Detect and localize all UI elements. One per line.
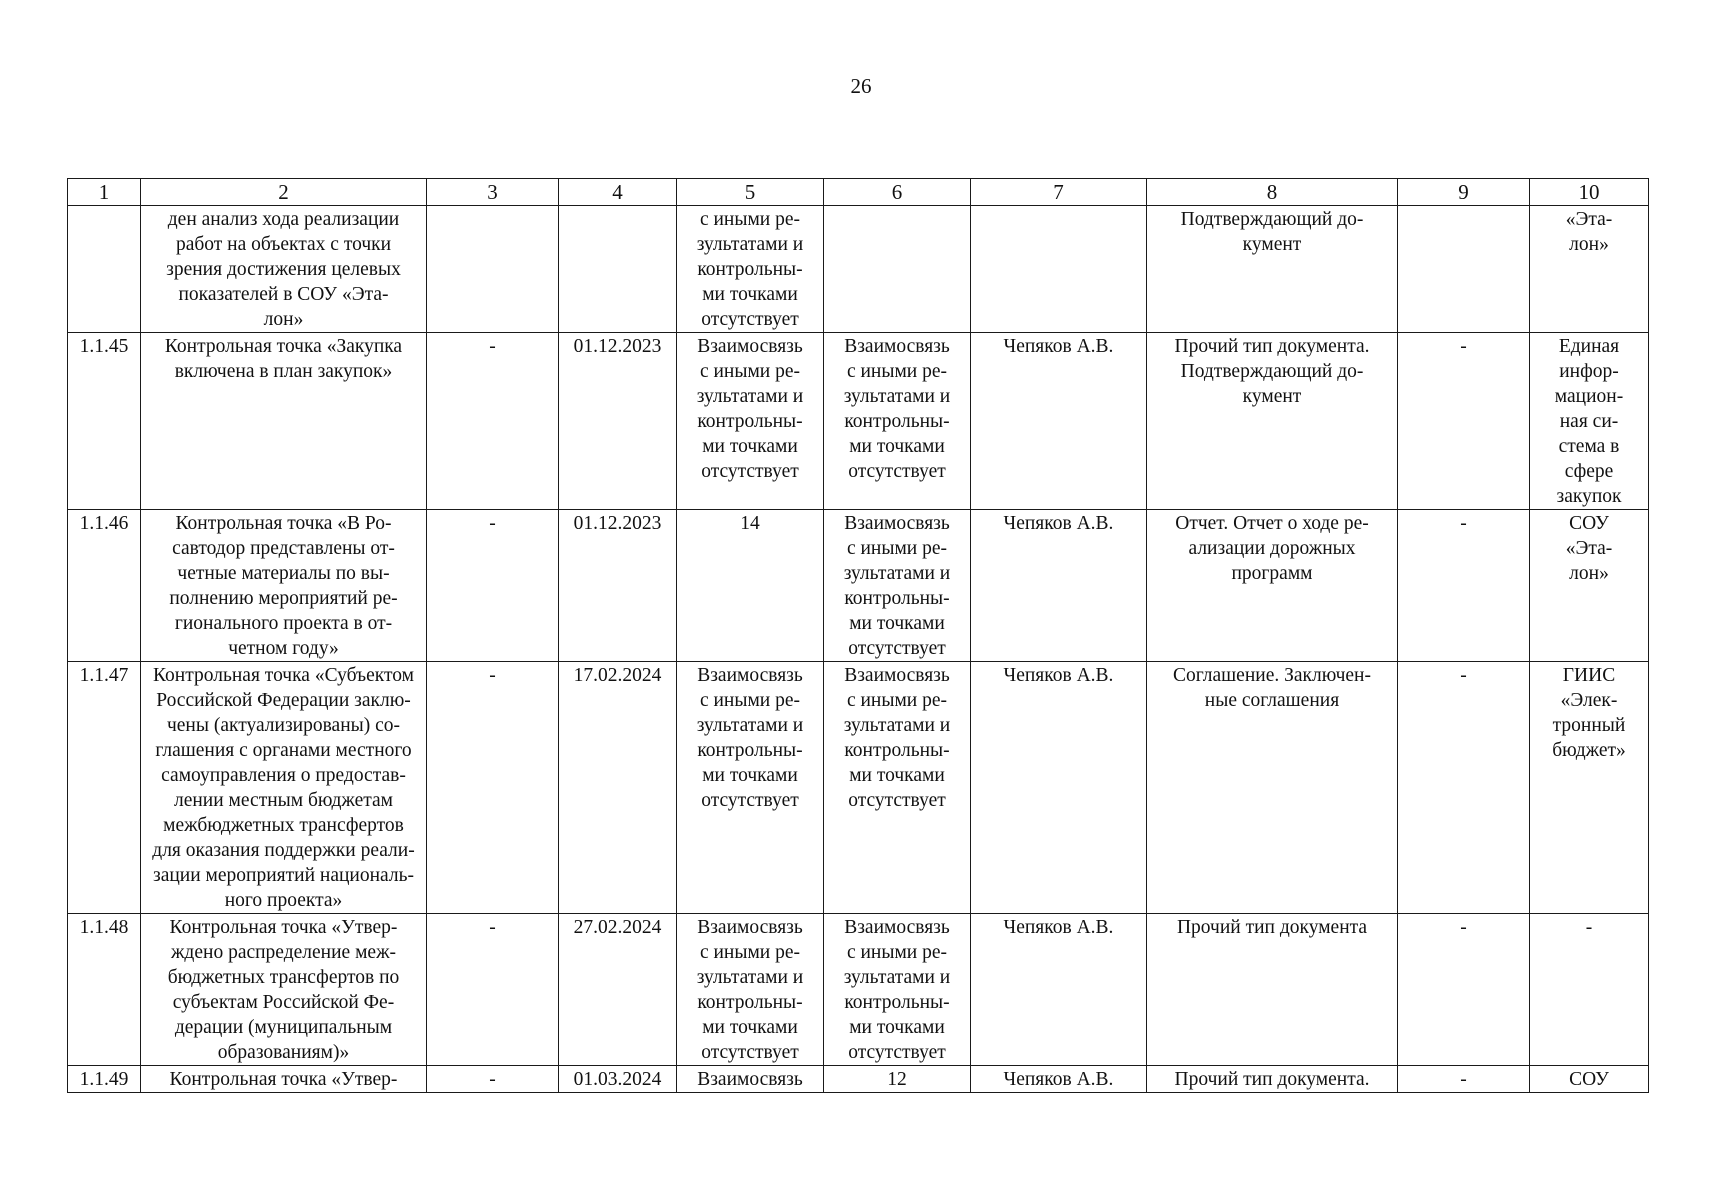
cell-col3 xyxy=(427,206,559,333)
checkpoint-title: Контрольная точка «Утвер- xyxy=(141,1066,427,1093)
page-number: 26 xyxy=(850,74,872,98)
cell-document: Подтверждающий до- кумент xyxy=(1147,206,1398,333)
cell-col3: - xyxy=(427,510,559,662)
table-row xyxy=(68,333,1649,510)
cell-system: СОУ «Эта- лон» xyxy=(1530,510,1649,662)
cell-responsible: Чепяков А.В. xyxy=(971,510,1147,662)
cell-col9 xyxy=(1398,206,1530,333)
cell-date xyxy=(559,206,677,333)
header-cell: 2 xyxy=(141,179,427,206)
cell-col9: - xyxy=(1398,914,1530,1066)
cell-date: 01.03.2024 xyxy=(559,1066,677,1093)
cell-col6 xyxy=(824,206,971,333)
cell-col5: 14 xyxy=(677,510,824,662)
table-row xyxy=(68,662,1649,914)
header-cell: 8 xyxy=(1147,179,1398,206)
table-row xyxy=(68,206,1649,333)
cell-responsible xyxy=(971,206,1147,333)
header-cell: 9 xyxy=(1398,179,1530,206)
cell-col6: 12 xyxy=(824,1066,971,1093)
checkpoint-title: ден анализ хода реализации работ на объектах с точки зрения достижения целевых показателей в СОУ «Эта- лон» xyxy=(141,206,427,333)
cell-col3: - xyxy=(427,662,559,914)
header-cell: 1 xyxy=(68,179,141,206)
cell-document: Прочий тип документа. xyxy=(1147,1066,1398,1093)
header-row xyxy=(68,179,1649,206)
checkpoints-table xyxy=(67,178,1649,1093)
checkpoint-title: Контрольная точка «В Ро- савтодор представлены от- четные материалы по вы- полнению мероприятий ре- гионального проекта в от- четном году» xyxy=(141,510,427,662)
cell-col6: Взаимосвязь с иными ре- зультатами и контрольны- ми точками отсутствует xyxy=(824,510,971,662)
cell-col5: Взаимосвязь xyxy=(677,1066,824,1093)
cell-system: - xyxy=(1530,914,1649,1066)
cell-document: Прочий тип документа. Подтверждающий до- кумент xyxy=(1147,333,1398,510)
header-cell: 10 xyxy=(1530,179,1649,206)
cell-document: Соглашение. Заключен- ные соглашения xyxy=(1147,662,1398,914)
cell-col9: - xyxy=(1398,662,1530,914)
cell-date: 01.12.2023 xyxy=(559,333,677,510)
header-cell: 7 xyxy=(971,179,1147,206)
row-number: 1.1.47 xyxy=(68,662,141,914)
cell-date: 01.12.2023 xyxy=(559,510,677,662)
cell-responsible: Чепяков А.В. xyxy=(971,662,1147,914)
row-number: 1.1.45 xyxy=(68,333,141,510)
cell-system: Единая инфор- мацион- ная си- стема в сфере закупок xyxy=(1530,333,1649,510)
checkpoint-title: Контрольная точка «Закупка включена в план закупок» xyxy=(141,333,427,510)
checkpoint-title: Контрольная точка «Субъектом Российской Федерации заклю- чены (актуализированы) со- глашения с органами местного самоуправления о предостав- лении местным бюджетам межбюджетных трансфертов для оказания поддержки реали- зации мероприятий националь- ного проекта» xyxy=(141,662,427,914)
row-number: 1.1.46 xyxy=(68,510,141,662)
cell-date: 17.02.2024 xyxy=(559,662,677,914)
table-row xyxy=(68,1066,1649,1093)
cell-col3: - xyxy=(427,333,559,510)
header-cell: 4 xyxy=(559,179,677,206)
cell-date: 27.02.2024 xyxy=(559,914,677,1066)
cell-col6: Взаимосвязь с иными ре- зультатами и контрольны- ми точками отсутствует xyxy=(824,914,971,1066)
cell-system: «Эта- лон» xyxy=(1530,206,1649,333)
cell-col3: - xyxy=(427,914,559,1066)
cell-responsible: Чепяков А.В. xyxy=(971,1066,1147,1093)
header-cell: 5 xyxy=(677,179,824,206)
cell-col5: с иными ре- зультатами и контрольны- ми точками отсутствует xyxy=(677,206,824,333)
cell-col5: Взаимосвязь с иными ре- зультатами и контрольны- ми точками отсутствует xyxy=(677,662,824,914)
row-number: 1.1.48 xyxy=(68,914,141,1066)
cell-col9: - xyxy=(1398,1066,1530,1093)
cell-col3: - xyxy=(427,1066,559,1093)
cell-col9: - xyxy=(1398,333,1530,510)
cell-col6: Взаимосвязь с иными ре- зультатами и контрольны- ми точками отсутствует xyxy=(824,662,971,914)
cell-document: Отчет. Отчет о ходе ре- ализации дорожных программ xyxy=(1147,510,1398,662)
header-cell: 3 xyxy=(427,179,559,206)
row-number xyxy=(68,206,141,333)
checkpoint-title: Контрольная точка «Утвер- ждено распределение меж- бюджетных трансфертов по субъектам Российской Фе- дерации (муниципальным образованиям)» xyxy=(141,914,427,1066)
cell-col6: Взаимосвязь с иными ре- зультатами и контрольны- ми точками отсутствует xyxy=(824,333,971,510)
table-row xyxy=(68,510,1649,662)
header-cell: 6 xyxy=(824,179,971,206)
cell-col9: - xyxy=(1398,510,1530,662)
cell-system: СОУ xyxy=(1530,1066,1649,1093)
cell-responsible: Чепяков А.В. xyxy=(971,333,1147,510)
table-row xyxy=(68,914,1649,1066)
cell-col5: Взаимосвязь с иными ре- зультатами и контрольны- ми точками отсутствует xyxy=(677,914,824,1066)
cell-responsible: Чепяков А.В. xyxy=(971,914,1147,1066)
cell-system: ГИИС «Элек- тронный бюджет» xyxy=(1530,662,1649,914)
row-number: 1.1.49 xyxy=(68,1066,141,1093)
cell-document: Прочий тип документа xyxy=(1147,914,1398,1066)
cell-col5: Взаимосвязь с иными ре- зультатами и контрольны- ми точками отсутствует xyxy=(677,333,824,510)
